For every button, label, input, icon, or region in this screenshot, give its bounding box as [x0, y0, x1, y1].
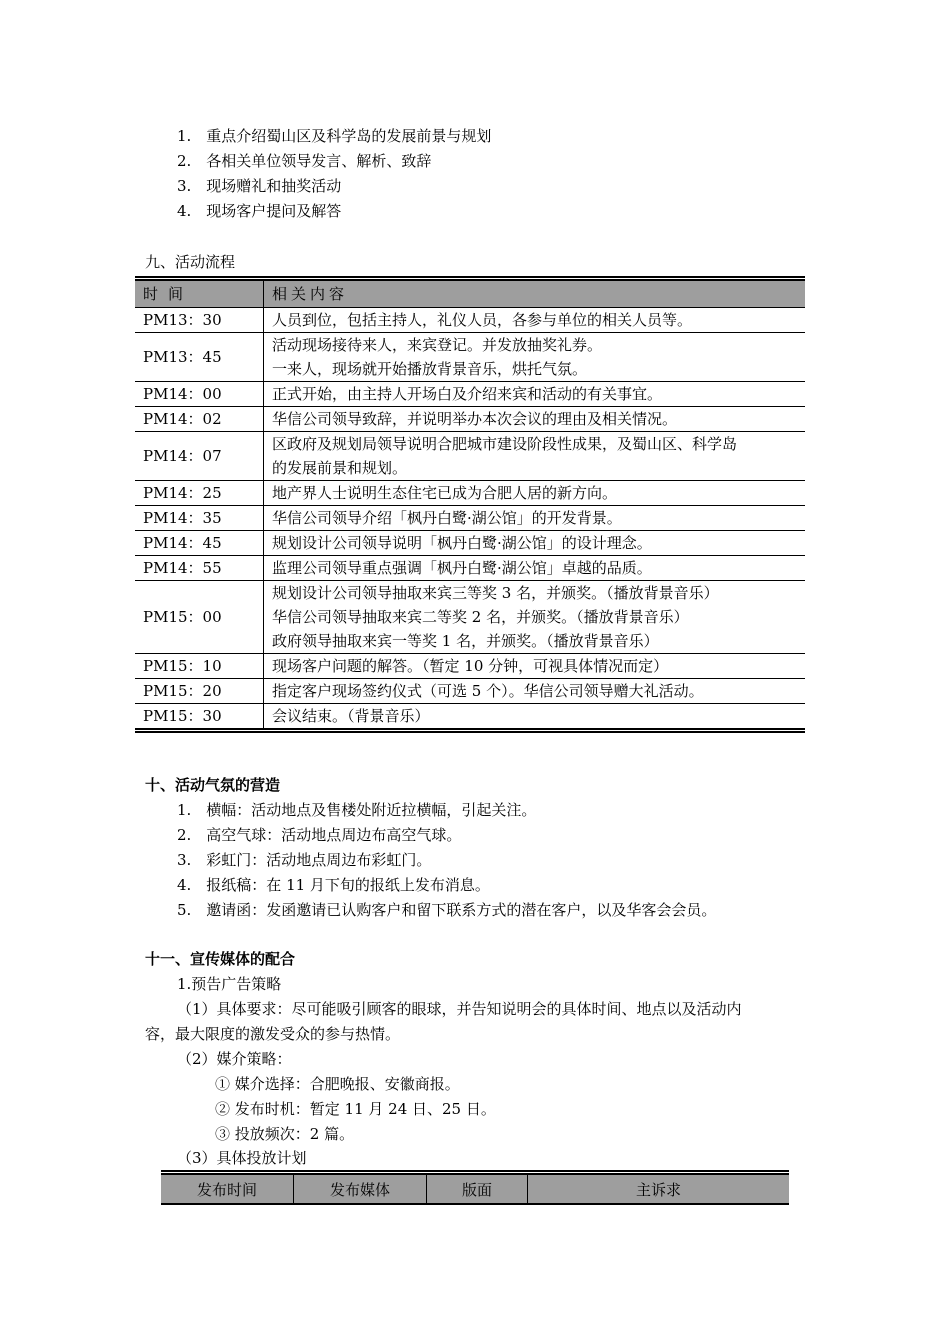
section-11-title: 十一、宣传媒体的配合: [145, 950, 296, 968]
media-strategy-heading: （2）媒介策略：: [177, 1050, 292, 1068]
header-page: 版面: [427, 1173, 528, 1205]
row-content-line: 华信公司领导致辞，并说明举办本次会议的理由及相关情况。: [272, 410, 678, 428]
table-row: [135, 481, 805, 506]
table-row: [135, 382, 805, 407]
header-publish-media: 发布媒体: [294, 1173, 427, 1205]
row-content-line: 监理公司领导重点强调「枫丹白鹭·湖公馆」卓越的品质。: [272, 559, 652, 577]
row-time: PM15：30: [135, 704, 264, 731]
requirement-line-2: 容，最大限度的激发受众的参与热情。: [145, 1025, 401, 1043]
placement-plan-heading: （3）具体投放计划: [177, 1149, 307, 1167]
row-time: PM14：25: [135, 481, 264, 506]
table-row: [135, 432, 805, 481]
row-content-line: 规划设计公司领导说明「枫丹白鹭·湖公馆」的设计理念。: [272, 534, 652, 552]
intro-item-4: 4. 现场客户提问及解答: [177, 202, 342, 220]
row-time: PM14：55: [135, 556, 264, 581]
table-row: [135, 531, 805, 556]
placement-plan-table: [161, 1170, 789, 1205]
atmosphere-item-1: 1. 横幅：活动地点及售楼处附近拉横幅，引起关注。: [177, 801, 537, 819]
section-9-title: 九、活动流程: [145, 253, 236, 271]
table-row: [135, 506, 805, 531]
row-content: [264, 382, 806, 407]
table-row: [135, 308, 805, 333]
row-content: [264, 407, 806, 432]
row-content-line: 正式开始，由主持人开场白及介绍来宾和活动的有关事宜。: [272, 385, 663, 403]
intro-item-2: 2. 各相关单位领导发言、解析、致辞: [177, 152, 432, 170]
table-header-row: [161, 1173, 789, 1205]
header-time: 时间: [135, 279, 264, 308]
media-item-3: ③ 投放频次：2 篇。: [215, 1125, 355, 1143]
row-time: PM15：20: [135, 679, 264, 704]
row-content: [264, 481, 806, 506]
table-header-row: [135, 279, 805, 308]
table-row: [135, 556, 805, 581]
section-10-title: 十、活动气氛的营造: [145, 776, 281, 794]
row-content: [264, 704, 806, 731]
row-time: PM14：02: [135, 407, 264, 432]
row-time: PM14：07: [135, 432, 264, 481]
row-time: PM14：45: [135, 531, 264, 556]
media-item-2: ② 发布时机：暂定 11 月 24 日、25 日。: [215, 1100, 496, 1118]
row-content: [264, 679, 806, 704]
row-content: [264, 432, 806, 481]
header-content: 相关内容: [264, 279, 806, 308]
row-content-line: 华信公司领导抽取来宾二等奖 2 名，并颁奖。（播放背景音乐）: [272, 608, 689, 626]
row-content: [264, 308, 806, 333]
activity-flow-table: [135, 276, 805, 733]
row-content: [264, 556, 806, 581]
ad-strategy-heading: 1.预告广告策略: [177, 975, 282, 993]
row-content-line: 指定客户现场签约仪式（可选 5 个）。华信公司领导赠大礼活动。: [272, 682, 704, 700]
row-content-line: 政府领导抽取来宾一等奖 1 名，并颁奖。（播放背景音乐）: [272, 632, 659, 650]
intro-item-3: 3. 现场赠礼和抽奖活动: [177, 177, 342, 195]
row-content: [264, 531, 806, 556]
row-content: [264, 333, 806, 382]
row-time: PM14：00: [135, 382, 264, 407]
row-content-line: 区政府及规划局领导说明合肥城市建设阶段性成果，及蜀山区、科学岛: [272, 435, 738, 453]
row-content-line: 华信公司领导介绍「枫丹白鹭·湖公馆」的开发背景。: [272, 509, 622, 527]
row-time: PM15：10: [135, 654, 264, 679]
row-time: PM15：00: [135, 581, 264, 654]
row-content-line: 一来人，现场就开始播放背景音乐，烘托气氛。: [272, 360, 588, 378]
atmosphere-item-5: 5. 邀请函：发函邀请已认购客户和留下联系方式的潜在客户，以及华客会会员。: [177, 901, 717, 919]
row-time: PM14：35: [135, 506, 264, 531]
row-content: [264, 581, 806, 654]
media-item-1: ① 媒介选择：合肥晚报、安徽商报。: [215, 1075, 460, 1093]
row-content-line: 规划设计公司领导抽取来宾三等奖 3 名，并颁奖。（播放背景音乐）: [272, 584, 719, 602]
row-content-line: 活动现场接待来人，来宾登记。并发放抽奖礼券。: [272, 336, 603, 354]
row-content-line: 的发展前景和规划。: [272, 459, 408, 477]
requirement-line-1: （1）具体要求：尽可能吸引顾客的眼球，并告知说明会的具体时间、地点以及活动内: [177, 1000, 742, 1018]
intro-item-1: 1. 重点介绍蜀山区及科学岛的发展前景与规划: [177, 127, 492, 145]
row-content: [264, 506, 806, 531]
table-row: [135, 704, 805, 731]
table-row: [135, 333, 805, 382]
table-row: [135, 407, 805, 432]
row-content-line: 会议结束。（背景音乐）: [272, 707, 430, 725]
atmosphere-item-2: 2. 高空气球：活动地点周边布高空气球。: [177, 826, 462, 844]
header-publish-time: 发布时间: [161, 1173, 294, 1205]
table-row: [135, 679, 805, 704]
table-row: [135, 654, 805, 679]
row-content: [264, 654, 806, 679]
atmosphere-item-4: 4. 报纸稿：在 11 月下旬的报纸上发布消息。: [177, 876, 490, 894]
row-time: PM13：30: [135, 308, 264, 333]
row-time: PM13：45: [135, 333, 264, 382]
header-main-appeal: 主诉求: [528, 1173, 790, 1205]
row-content-line: 人员到位，包括主持人，礼仪人员，各参与单位的相关人员等。: [272, 311, 693, 329]
row-content-line: 现场客户问题的解答。（暂定 10 分钟，可视具体情况而定）: [272, 657, 669, 675]
table-row: [135, 581, 805, 654]
atmosphere-item-3: 3. 彩虹门：活动地点周边布彩虹门。: [177, 851, 432, 869]
row-content-line: 地产界人士说明生态住宅已成为合肥人居的新方向。: [272, 484, 618, 502]
